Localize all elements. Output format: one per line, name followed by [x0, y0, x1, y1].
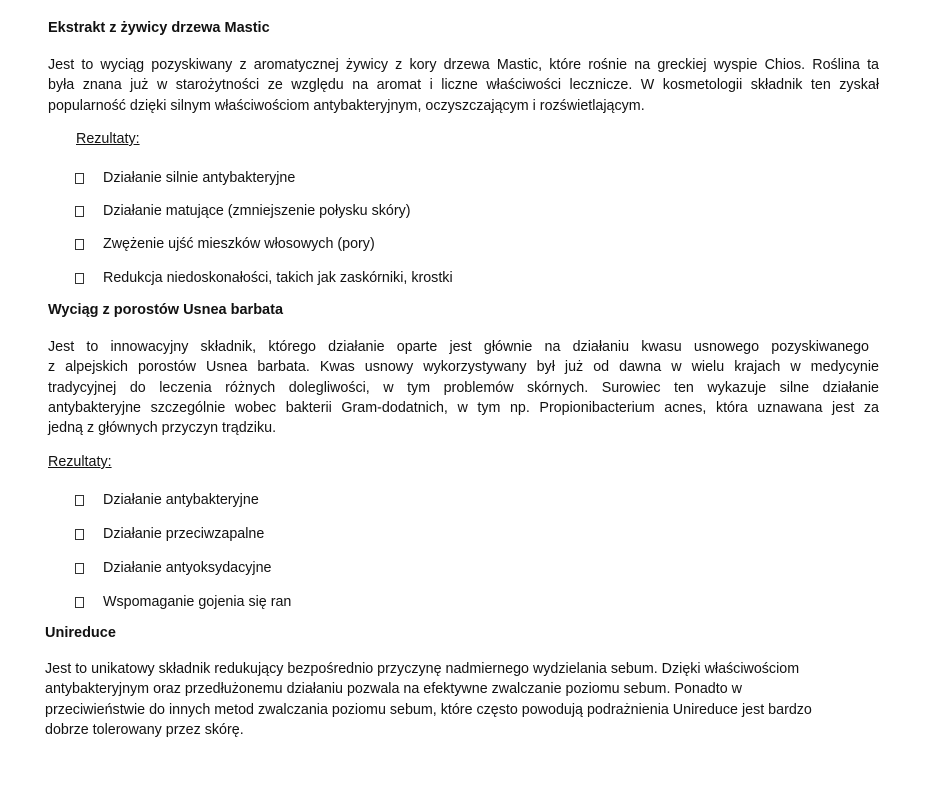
paragraph-line: tradycyjnej do leczenia różnych dolegliwości, w tym problemów skórnych. Surowiec ten wykazuje silne działanie [48, 379, 879, 396]
result-item: Redukcja niedoskonałości, takich jak zaskórniki, krostki [103, 270, 453, 286]
paragraph-line: przeciwieństwie do innych metod zwalczania poziomu sebum, które często powodują podrażnienia Unireduce jest bardzo [45, 701, 812, 718]
result-item: Działanie matujące (zmniejszenie połysku skóry) [103, 203, 411, 219]
paragraph-line: dobrze tolerowany przez skórę. [45, 721, 244, 738]
paragraph-line: antybakteryjne szczególnie wobec bakterii Gram-dodatnich, w tym np. Propionibacterium acnes, która uznawana jest za [48, 399, 879, 416]
paragraph-usnea [48, 337, 879, 438]
paragraph-line: z alpejskich porostów Usnea barbata. Kwas usnowy wykorzystywany był już od dawna w wielu krajach w medycynie [48, 359, 879, 376]
result-item: Wspomaganie gojenia się ran [103, 594, 292, 610]
result-item: Działanie antyoksydacyjne [103, 560, 272, 576]
bullet-icon [75, 273, 84, 284]
paragraph-line: Jest to innowacyjny składnik, którego działanie oparte jest głównie na działaniu kwasu usnowego pozyskiwanego [48, 339, 869, 355]
paragraph-line: była znana już w starożytności ze względu na aromat i liczne właściwości lecznicze. W kosmetologii składnik ten zyskał [48, 77, 879, 94]
paragraph-line: Jest to unikatowy składnik redukujący bezpośrednio przyczynę nadmiernego wydzielania sebum. Dzięki właściwościom [45, 661, 800, 677]
bullet-icon [75, 239, 84, 250]
bullet-icon [75, 563, 84, 574]
paragraph-line: popularność dzięki silnym właściwościom antybakteryjnym, oczyszczającym i rozświetlającym. [48, 97, 645, 114]
paragraph-unireduce [45, 659, 875, 740]
result-item: Zwężenie ujść mieszków włosowych (pory) [103, 236, 375, 252]
section-title-mastic: Ekstrakt z żywicy drzewa Mastic [48, 20, 270, 36]
bullet-icon [75, 206, 84, 217]
paragraph-line: Jest to wyciąg pozyskiwany z aromatycznej żywicy z kory drzewa Mastic, które rośnie na greckiej wyspie Chios. Roślina ta [48, 57, 879, 73]
bullet-icon [75, 173, 84, 184]
result-item: Działanie antybakteryjne [103, 492, 259, 508]
section-title-usnea: Wyciąg z porostów Usnea barbata [48, 302, 284, 318]
result-item: Działanie silnie antybakteryjne [103, 170, 296, 186]
result-item: Działanie przeciwzapalne [103, 526, 265, 542]
paragraph-line: antybakteryjnym oraz przedłużonemu działaniu pozwala na efektywne zwalczanie poziomu sebum. Ponadto w [45, 681, 742, 698]
paragraph-mastic [48, 55, 879, 116]
results-label: Rezultaty: [76, 131, 140, 147]
paragraph-line: jedną z głównych przyczyn trądziku. [48, 420, 277, 437]
bullet-icon [75, 495, 84, 506]
section-title-unireduce: Unireduce [45, 625, 116, 641]
bullet-icon [75, 597, 84, 608]
bullet-icon [75, 529, 84, 540]
results-label: Rezultaty: [48, 454, 112, 470]
